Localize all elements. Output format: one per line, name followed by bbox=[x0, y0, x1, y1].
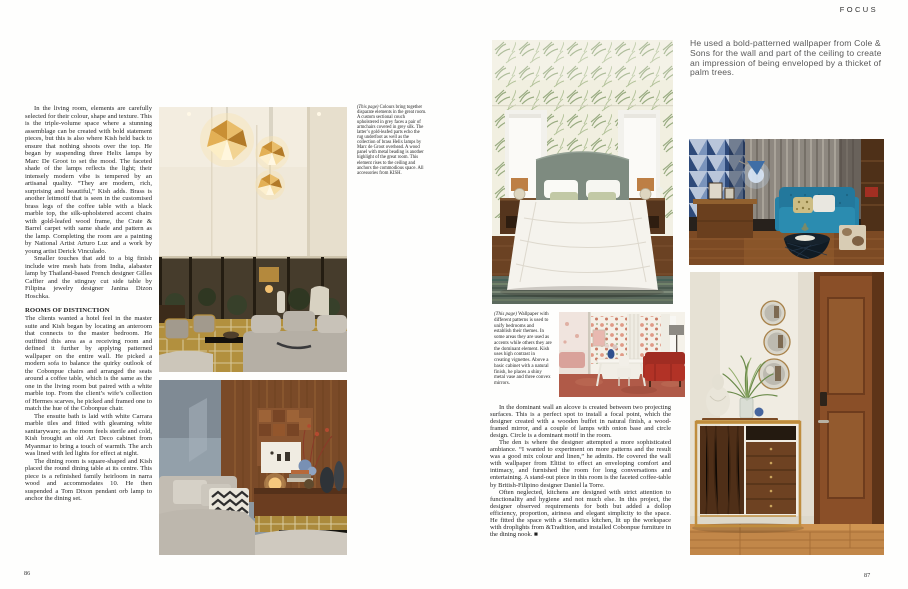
right-page-body-column bbox=[490, 404, 671, 538]
body-paragraph: In the dominant wall an alcove is created between two projecting surfaces. This is a perfect spot to install a focal point, which the designer created with a wooden buffet in natural finish, a wood-framed mirror, and a couple of lamps with onion base and circle design. Circle is a dominant motif in the room. bbox=[490, 404, 671, 440]
body-paragraph: The dining room is square-shaped and Kish placed the round dining table at its centre. This piece is a refinished family heirloom in narra wood and accommodates 10. He then suspended a Tom Dixon pendant orb lamp to anchor the dining set. bbox=[25, 457, 152, 502]
photo-cabinet-vignette bbox=[690, 272, 884, 555]
caption-prefix: (This page) bbox=[494, 312, 517, 317]
anteroom-caption bbox=[494, 312, 552, 387]
body-paragraph: In the living room, elements are carefully selected for their colour, shape and texture. This is the triple-volume space where a stunning assemblage can be created with bold statement pieces, but this is also where Kish held back to ensure that nothing shoots over the top. He began by suspending three Helix lamps by Marc De Groot to set the mood. The faceted shade of the lamps reflects the light; their intensely modern vibe is tempered by an artisanal quality. “They are modern, rich, surprising and beautiful,” Kish adds. Brass is another leitmotif that is seen in the customised brass legs of the coffee table with a black marble top, the silk-upholstered accent chairs with gold-leafed wood frame, the Crate & Barrel carpet with same shade and pattern as the lamp. Completing the room are a painting by National Artist Arturo Luz and a work by young artist Derick Vinculado. bbox=[25, 105, 152, 255]
den-illustration bbox=[689, 139, 884, 265]
bedroom-illustration bbox=[492, 40, 673, 304]
photo-master-bedroom bbox=[492, 40, 673, 304]
body-paragraph: The den is where the designer attempted a more sophisticated ambiance. “I wanted to experiment on more patterns and the result was a good mix colour and linen,” he admits. He covered the wall with wallpaper from Elitist to effect an enveloping comfort and intimacy, and furnished the room for long conversations and entertaining. A stand-out piece in this room is the faceted coffee-table by British-Filipino designer Daniel la Torre. bbox=[490, 439, 671, 489]
cabinet-illustration bbox=[690, 272, 884, 555]
body-paragraph: The clients wanted a hotel feel in the master suite and Kish began by locating an anteroom that connects to the master bedroom. He outfitted this area as a receiving room and defined it further by applying patterned wallpaper on the entire wall. He picked a modern sofa to balance the quirky outlook of the Cobonpue chairs and arranged the seats around a coffee table, which is the same as the one in the living room but paired with a white marble top. From the client’s wife’s collection of Hermes scarves, he picked and framed one to match the hue of the Cobonpue chair. bbox=[25, 315, 152, 412]
anteroom-illustration bbox=[559, 312, 685, 397]
caption-text: Colours bring together disparate elements in the great room. A custom sectional couch upholstered in grey faces a pair of armchairs covered in grey silk. The latter’s gold-leafed parts echo the rug underfoot as well as the collection of brass Helix lamps by Marc de Groot overhead. A wood panel with metal beading is another highlight of the great room. This element rises to the ceiling and anchors the commodious space. All accessories from KISH. bbox=[357, 105, 427, 176]
intro-paragraph: He used a bold-patterned wallpaper from Cole & Sons for the wall and part of the ceiling to create an impression of being enveloped by a thicket of palm trees. bbox=[690, 38, 882, 78]
body-paragraph: The ensuite bath is laid with white Carrara marble tiles and fitted with gleaming white sanitaryware; as the room feels sterile and cold, Kish brought an old Art Deco cabinet from Myanmar to bring a touch of warmth. The arch was lined with led lights for effect at night. bbox=[25, 412, 152, 457]
caption-prefix: (This page) bbox=[357, 105, 379, 110]
great-room-caption bbox=[357, 105, 427, 176]
sectional-illustration bbox=[159, 380, 347, 555]
right-page-number: 87 bbox=[864, 572, 871, 579]
left-page-body-column bbox=[25, 105, 152, 503]
body-paragraph: Smaller touches that add to a big finish include wire mesh hats from India, alabaster lamp by Thailand-based French designer Gilles Caffier and the stingray cut side table by Filipina jewelry designer Janina Dizon Hoschka. bbox=[25, 255, 152, 300]
left-page-number: 86 bbox=[24, 570, 31, 577]
photo-den bbox=[689, 139, 884, 265]
photo-sectional-detail bbox=[159, 380, 347, 555]
photo-anteroom bbox=[559, 312, 685, 397]
great-room-illustration bbox=[159, 107, 347, 372]
section-heading: ROOMS OF DISTINCTION bbox=[25, 307, 110, 314]
body-paragraph: Often neglected, kitchens are designed with strict attention to functionality and hygiene and not much else. In this project, the designer observed requirements for both but added a dollop efficiency, proportion, airiness and elegant simplicity to the space. He fitted the space with a Siematics kitchen, lit up the workspace with droplights from &Tradition, and installed Cobonpue furniture in the dining nook. ■ bbox=[490, 488, 671, 538]
caption-text: Wallpaper with different patterns is used to unify bedrooms and establish their themes. In some areas they are used as accents while others they are the dominant element. Kish uses high contrast in creating vignettes. Above a basic cabinet with a natural finish, he places a shiny metal vase and three convex mirrors. bbox=[494, 312, 552, 386]
section-label: FOCUS bbox=[839, 5, 878, 14]
photo-great-room bbox=[159, 107, 347, 372]
